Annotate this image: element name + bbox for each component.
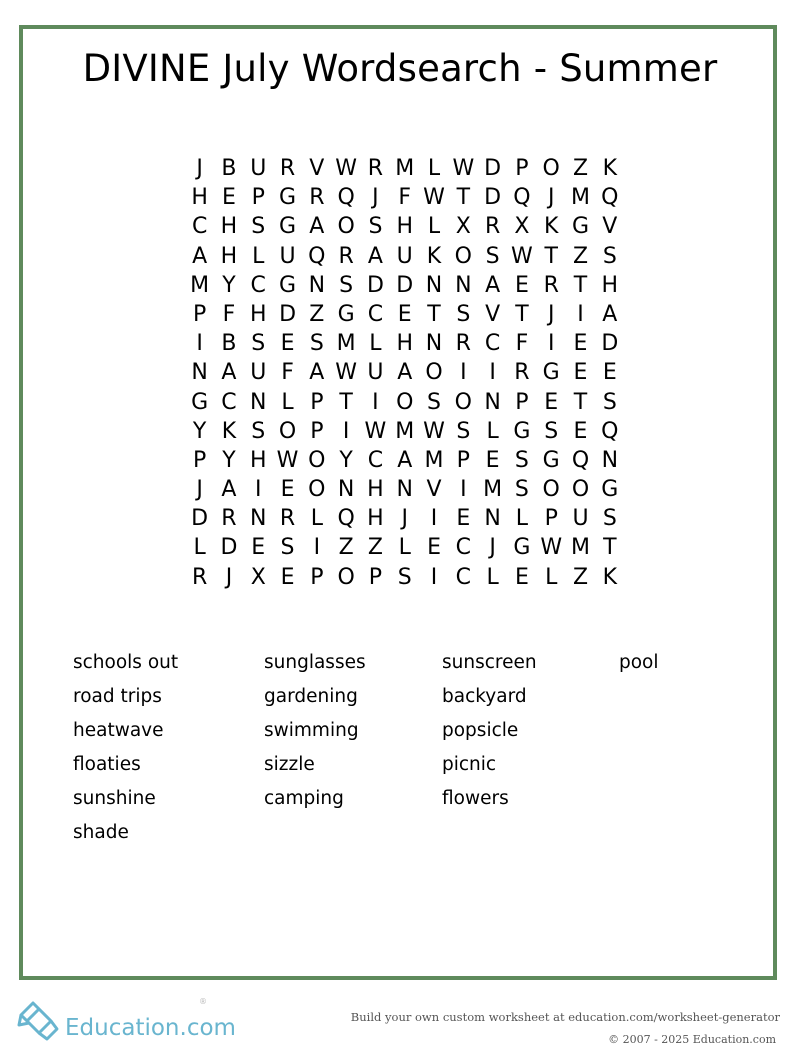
grid-letter: Q [601, 185, 619, 211]
grid-letter: Q [513, 185, 531, 211]
grid-letter: L [515, 506, 529, 532]
grid-letter: M [395, 156, 415, 181]
grid-letter: T [573, 272, 588, 298]
grid-letter: Z [367, 535, 383, 561]
grid-letter: S [251, 418, 266, 444]
grid-letter: Q [308, 243, 326, 269]
grid-letter: D [396, 272, 414, 298]
grid-letter: R [192, 564, 208, 590]
word-item: pool [619, 652, 659, 673]
grid-letter: R [221, 506, 237, 532]
word-item: picnic [442, 754, 497, 775]
grid-letter: W [511, 243, 533, 269]
grid-letter: O [542, 477, 560, 503]
grid-letter: D [279, 301, 297, 327]
grid-letter: U [279, 243, 296, 269]
grid-letter: I [460, 477, 467, 503]
grid-letter: P [310, 564, 324, 590]
grid-row [185, 446, 624, 475]
grid-letter: L [486, 418, 499, 444]
grid-letter: O [542, 156, 560, 181]
grid-letter: W [452, 156, 475, 181]
grid-letter: I [430, 564, 438, 590]
grid-letter: S [251, 214, 266, 240]
grid-letter: F [222, 301, 236, 327]
grid-letter: I [547, 331, 555, 357]
grid-letter: A [397, 360, 413, 386]
grid-letter: I [372, 389, 379, 415]
grid-letter: P [193, 447, 207, 473]
grid-letter: V [602, 214, 618, 240]
grid-letter: J [196, 477, 203, 503]
grid-letter: H [220, 214, 238, 240]
grid-row [185, 504, 624, 533]
grid-letter: J [372, 185, 379, 211]
grid-letter: R [455, 331, 471, 357]
grid-letter: E [573, 418, 588, 444]
grid-letter: Q [601, 418, 619, 444]
grid-row [185, 563, 624, 592]
grid-letter: J [547, 185, 555, 211]
grid-letter: S [602, 389, 617, 415]
grid-letter: P [515, 156, 529, 181]
grid-letter: P [456, 447, 470, 473]
grid-letter: D [191, 506, 209, 532]
grid-letter: N [250, 506, 267, 532]
grid-letter: H [249, 301, 267, 327]
grid-letter: E [397, 301, 412, 327]
grid-letter: I [313, 535, 321, 561]
grid-letter: L [310, 506, 323, 532]
grid-letter: L [252, 243, 265, 269]
grid-letter: M [571, 535, 590, 561]
grid-letter: B [221, 156, 237, 181]
grid-letter: O [337, 214, 355, 240]
grid-letter: I [460, 360, 467, 386]
grid-letter: E [280, 331, 295, 357]
grid-letter: N [455, 272, 472, 298]
grid-letter: R [514, 360, 530, 386]
grid-letter: E [485, 447, 500, 473]
grid-letter: S [514, 447, 529, 473]
grid-letter: N [601, 447, 619, 473]
grid-letter: L [369, 331, 382, 357]
grid-letter: R [309, 185, 325, 211]
grid-letter: S [602, 243, 617, 269]
grid-letter: J [489, 535, 496, 561]
grid-letter: R [367, 156, 384, 181]
grid-letter: Y [222, 447, 236, 473]
grid-letter: W [423, 185, 445, 211]
grid-letter: G [542, 447, 560, 473]
grid-letter: F [515, 331, 529, 357]
grid-letter: S [427, 389, 441, 415]
word-item: shade [73, 822, 129, 843]
grid-letter: N [396, 477, 413, 503]
registered-mark: ® [199, 997, 207, 1006]
grid-letter: S [456, 301, 471, 327]
word-item: heatwave [73, 720, 164, 741]
grid-letter: O [278, 418, 297, 444]
grid-row [185, 533, 624, 562]
grid-letter: F [398, 185, 412, 211]
grid-letter: C [221, 389, 237, 415]
grid-letter: G [337, 301, 355, 327]
word-item: camping [264, 788, 344, 809]
grid-letter: G [513, 418, 531, 444]
grid-letter: T [603, 535, 617, 561]
grid-letter: S [602, 506, 617, 532]
grid-letter: X [250, 564, 266, 590]
grid-letter: Z [572, 243, 589, 269]
grid-letter: Y [192, 418, 207, 444]
grid-row [185, 271, 624, 300]
grid-letter: D [220, 535, 238, 561]
grid-letter: C [367, 447, 384, 473]
grid-letter: S [456, 418, 471, 444]
grid-letter: O [454, 389, 472, 415]
grid-letter: L [281, 389, 294, 415]
grid-letter: N [425, 272, 443, 298]
grid-letter: E [573, 360, 588, 386]
grid-letter: R [484, 214, 501, 240]
grid-letter: R [338, 243, 354, 269]
grid-letter: S [280, 535, 295, 561]
grid-letter: O [308, 477, 326, 503]
grid-letter: M [424, 447, 444, 473]
grid-letter: M [190, 272, 210, 298]
grid-letter: E [514, 564, 529, 590]
word-column [73, 648, 178, 852]
word-item: sunshine [73, 788, 156, 809]
grid-letter: W [335, 360, 358, 386]
word-column [442, 648, 537, 818]
grid-row [185, 212, 624, 241]
grid-letter: G [279, 185, 297, 211]
grid-letter: S [251, 331, 266, 357]
grid-letter: E [221, 185, 236, 211]
grid-letter: O [337, 564, 355, 590]
grid-letter: J [401, 506, 408, 532]
grid-letter: X [455, 214, 471, 240]
grid-letter: K [543, 214, 559, 240]
word-item: flowers [442, 788, 509, 809]
grid-letter: I [254, 477, 262, 503]
grid-letter: S [485, 243, 500, 269]
word-item: sizzle [264, 754, 315, 775]
grid-letter: L [193, 535, 206, 561]
word-column [619, 648, 659, 682]
grid-letter: J [547, 301, 555, 327]
grid-letter: E [456, 506, 471, 532]
grid-letter: K [221, 418, 237, 444]
word-item: popsicle [442, 720, 519, 741]
grid-row [185, 242, 624, 271]
education-logo[interactable] [17, 997, 236, 1047]
grid-letter: V [426, 477, 442, 503]
grid-letter: H [601, 272, 619, 298]
grid-letter: M [483, 477, 503, 503]
copyright-notice: © 2007 - 2025 Education.com [608, 1033, 776, 1046]
grid-letter: T [515, 301, 529, 327]
logo-wordmark: Education.com [65, 1015, 236, 1041]
grid-letter: G [571, 214, 590, 240]
grid-letter: L [486, 564, 499, 590]
grid-letter: S [544, 418, 559, 444]
grid-letter: T [573, 389, 588, 415]
grid-letter: U [396, 243, 413, 269]
grid-letter: M [571, 185, 590, 211]
grid-row [185, 300, 624, 329]
grid-letter: C [191, 214, 208, 240]
grid-letter: D [484, 156, 502, 181]
grid-letter: N [250, 389, 267, 415]
grid-letter: B [221, 331, 237, 357]
pencil-logo-icon [17, 999, 61, 1043]
word-item: schools out [73, 652, 179, 673]
grid-letter: E [280, 564, 295, 590]
page-title: DIVINE July Wordsearch - Summer [82, 47, 718, 90]
grid-letter: O [571, 477, 590, 503]
grid-letter: K [602, 156, 618, 181]
grid-letter: A [397, 447, 413, 473]
grid-letter: E [602, 360, 617, 386]
grid-letter: G [601, 477, 619, 503]
grid-letter: P [251, 185, 265, 211]
grid-letter: C [484, 331, 501, 357]
grid-letter: A [485, 272, 501, 298]
grid-row [185, 358, 624, 387]
grid-letter: M [395, 418, 415, 444]
grid-letter: W [540, 535, 563, 561]
grid-row [185, 183, 624, 212]
grid-letter: T [456, 185, 471, 211]
grid-letter: R [279, 156, 296, 181]
word-item: swimming [264, 720, 359, 741]
grid-row [185, 475, 624, 504]
grid-letter: N [484, 506, 501, 532]
grid-letter: K [426, 243, 442, 269]
grid-letter: Q [337, 506, 355, 532]
grid-letter: N [425, 331, 443, 357]
grid-letter: N [308, 272, 326, 298]
grid-row [185, 154, 624, 183]
grid-letter: P [515, 389, 529, 415]
grid-letter: D [484, 185, 502, 211]
grid-letter: E [427, 535, 441, 561]
grid-letter: I [196, 331, 203, 357]
grid-row [185, 417, 624, 446]
word-column [264, 648, 366, 818]
grid-letter: S [309, 331, 324, 357]
grid-letter: T [427, 301, 441, 327]
grid-letter: H [191, 185, 208, 211]
grid-letter: P [310, 389, 324, 415]
grid-letter: O [425, 360, 443, 386]
letter-grid [185, 154, 624, 592]
grid-letter: F [281, 360, 294, 386]
grid-letter: Q [337, 185, 355, 211]
grid-letter: A [367, 243, 383, 269]
grid-letter: N [337, 477, 355, 503]
grid-letter: L [427, 156, 441, 181]
grid-letter: L [398, 535, 411, 561]
grid-letter: H [367, 477, 384, 503]
grid-letter: L [545, 564, 558, 590]
grid-letter: A [221, 360, 237, 386]
grid-letter: U [367, 360, 384, 386]
grid-letter: H [249, 447, 267, 473]
grid-letter: E [280, 477, 295, 503]
grid-letter: E [544, 389, 559, 415]
grid-letter: C [250, 272, 266, 298]
grid-letter: P [193, 301, 207, 327]
grid-letter: O [396, 389, 414, 415]
grid-letter: W [276, 447, 299, 473]
grid-letter: Q [571, 447, 590, 473]
grid-row [185, 388, 624, 417]
grid-letter: I [430, 506, 438, 532]
grid-letter: U [572, 506, 589, 532]
grid-letter: R [279, 506, 296, 532]
grid-letter: X [514, 214, 530, 240]
word-item: road trips [73, 686, 162, 707]
grid-letter: H [220, 243, 238, 269]
grid-letter: W [335, 156, 358, 181]
grid-letter: V [309, 156, 325, 181]
grid-letter: L [427, 214, 441, 240]
grid-letter: I [489, 360, 496, 386]
grid-letter: J [196, 156, 203, 181]
worksheet-generator-link[interactable]: Build your own custom worksheet at education.com/worksheet-generator [350, 1010, 780, 1024]
word-item: backyard [442, 686, 527, 707]
grid-letter: Z [309, 301, 325, 327]
grid-letter: E [251, 535, 266, 561]
grid-letter: O [454, 243, 472, 269]
grid-letter: T [339, 389, 353, 415]
grid-letter: A [309, 360, 325, 386]
grid-letter: W [364, 418, 387, 444]
grid-letter: Z [572, 564, 589, 590]
grid-letter: K [602, 564, 618, 590]
grid-letter: O [308, 447, 326, 473]
grid-letter: A [602, 301, 618, 327]
grid-letter: A [309, 214, 325, 240]
grid-letter: U [250, 156, 267, 181]
grid-letter: A [192, 243, 208, 269]
grid-letter: M [336, 331, 356, 357]
grid-letter: D [601, 331, 619, 357]
grid-letter: E [573, 331, 588, 357]
grid-letter: N [191, 360, 208, 386]
grid-letter: I [342, 418, 350, 444]
grid-letter: G [542, 360, 560, 386]
word-item: sunglasses [264, 652, 366, 673]
word-item: gardening [264, 686, 358, 707]
grid-letter: Z [572, 156, 589, 181]
grid-letter: C [367, 301, 384, 327]
grid-row [185, 329, 624, 358]
grid-letter: G [191, 389, 209, 415]
grid-letter: G [513, 535, 531, 561]
word-item: floaties [73, 754, 141, 775]
grid-letter: J [225, 564, 233, 590]
grid-letter: C [455, 535, 471, 561]
grid-letter: G [279, 272, 297, 298]
grid-letter: T [544, 243, 558, 269]
grid-letter: D [366, 272, 384, 298]
grid-letter: P [310, 418, 324, 444]
grid-letter: G [279, 214, 297, 240]
grid-letter: R [543, 272, 559, 298]
grid-letter: P [544, 506, 558, 532]
grid-letter: H [396, 214, 413, 240]
grid-letter: W [423, 418, 445, 444]
grid-letter: H [396, 331, 413, 357]
grid-letter: C [455, 564, 471, 590]
grid-letter: S [514, 477, 529, 503]
grid-letter: Y [222, 272, 236, 298]
grid-letter: H [367, 506, 384, 532]
grid-letter: N [484, 389, 501, 415]
grid-letter: S [368, 214, 383, 240]
grid-letter: V [485, 301, 501, 327]
grid-letter: Z [338, 535, 354, 561]
grid-letter: I [577, 301, 584, 327]
grid-letter: S [339, 272, 354, 298]
word-item: sunscreen [442, 652, 537, 673]
grid-letter: S [397, 564, 412, 590]
grid-letter: Y [339, 447, 353, 473]
grid-letter: A [221, 477, 237, 503]
grid-letter: E [514, 272, 529, 298]
grid-letter: P [368, 564, 383, 590]
grid-letter: U [250, 360, 267, 386]
